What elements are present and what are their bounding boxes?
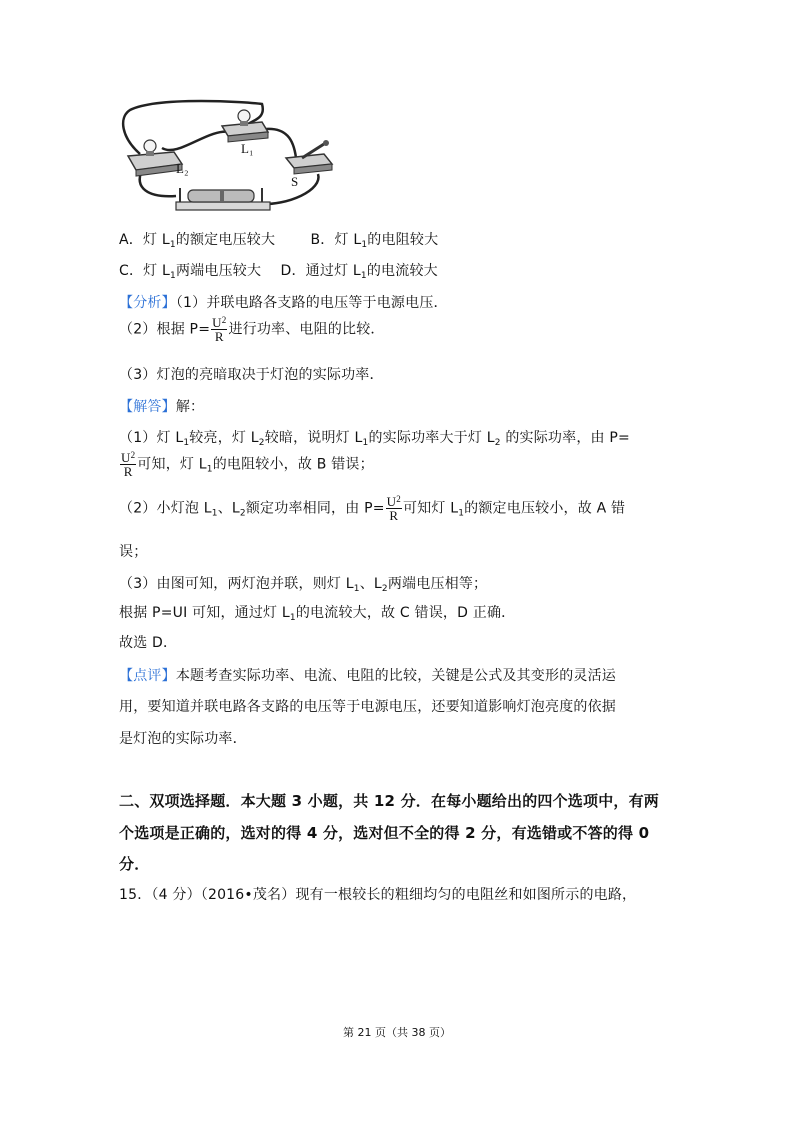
formula-fraction: $\frac{U^2}{R}$ (212, 315, 227, 344)
option-b: B．灯 $L_1$的电阻较大 (310, 232, 439, 250)
formula-fraction: $\frac{U^2}{R}$ (386, 494, 401, 523)
section-line-3: 分． (119, 855, 150, 873)
answer-tag: 【解答】 (119, 399, 176, 415)
page-footer: 第 21 页（共 38 页） (343, 1026, 451, 1039)
comment-line-2: 用，要知道并联电路各支路的电压等于电源电压，还要知道影响灯泡亮度的依据 (119, 699, 616, 715)
answer-line-2: $\frac{U^2}{R}$ 可知，灯 $L_1$的电阻较小，故 B 错误； (121, 450, 374, 479)
analysis-line-3: （3）灯泡的亮暗取决于灯泡的实际功率． (119, 367, 384, 383)
answer-line-4: 误； (119, 544, 148, 560)
option-c: C．灯 $L_1$两端电压较大 (119, 263, 262, 281)
option-a: A．灯 $L_1$的额定电压较大 (119, 232, 276, 250)
answer-line-5: （3）由图可知，两灯泡并联，则灯 $L_1$、$L_2$两端电压相等； (119, 576, 488, 594)
answer-line-3: （2）小灯泡 $L_1$、$L_2$额定功率相同，由 P= $\frac{U^2}{R}$ 可知灯 $L_1$的额定电压较小，故 A 错 (119, 494, 626, 523)
question-15: 15．（4 分）（2016•茂名）现有一根较长的粗细均匀的电阻丝和如图所示的电路， (119, 887, 637, 903)
answer-line-7: 故选 D． (119, 635, 178, 651)
answer-line-6: 根据 P=UI 可知，通过灯 $L_1$的电流较大，故 C 错误，D 正确． (119, 605, 516, 623)
label-s: S (291, 174, 299, 189)
label-l1: L₁ (241, 141, 254, 156)
analysis-tag: 【分析】 (119, 295, 176, 311)
section-line-1: 二、双项选择题．本大题 3 小题，共 12 分．在每小题给出的四个选项中，有两 (119, 792, 660, 810)
option-d: D．通过灯 $L_1$的电流较大 (280, 263, 438, 281)
answer-line-1: （1）灯 $L_1$较亮，灯 $L_2$较暗，说明灯 $L_1$的实际功率大于灯 $L_2$ 的实际功率，由 P= (119, 430, 630, 448)
comment-line-1: 【点评】本题考查实际功率、电流、电阻的比较，关键是公式及其变形的灵活运 (119, 668, 617, 684)
comment-line-3: 是灯泡的实际功率． (119, 731, 247, 747)
section-line-2: 个选项是正确的，选对的得 4 分，选对但不全的得 2 分，有选错或不答的得 0 (119, 824, 650, 842)
options-row-2 (119, 260, 438, 281)
analysis-line-2: （2）根据 P= $\frac{U^2}{R}$ 进行功率、电阻的比较． (119, 315, 385, 344)
options-row-1 (119, 229, 438, 250)
formula-fraction: $\frac{U^2}{R}$ (121, 450, 136, 479)
label-l2: L₂ (176, 161, 189, 176)
circuit-figure (118, 98, 348, 214)
comment-tag: 【点评】 (119, 668, 176, 684)
answer-heading: 【解答】解： (119, 399, 205, 415)
analysis-line-1: 【分析】（1）并联电路各支路的电压等于电源电压． (119, 295, 448, 311)
